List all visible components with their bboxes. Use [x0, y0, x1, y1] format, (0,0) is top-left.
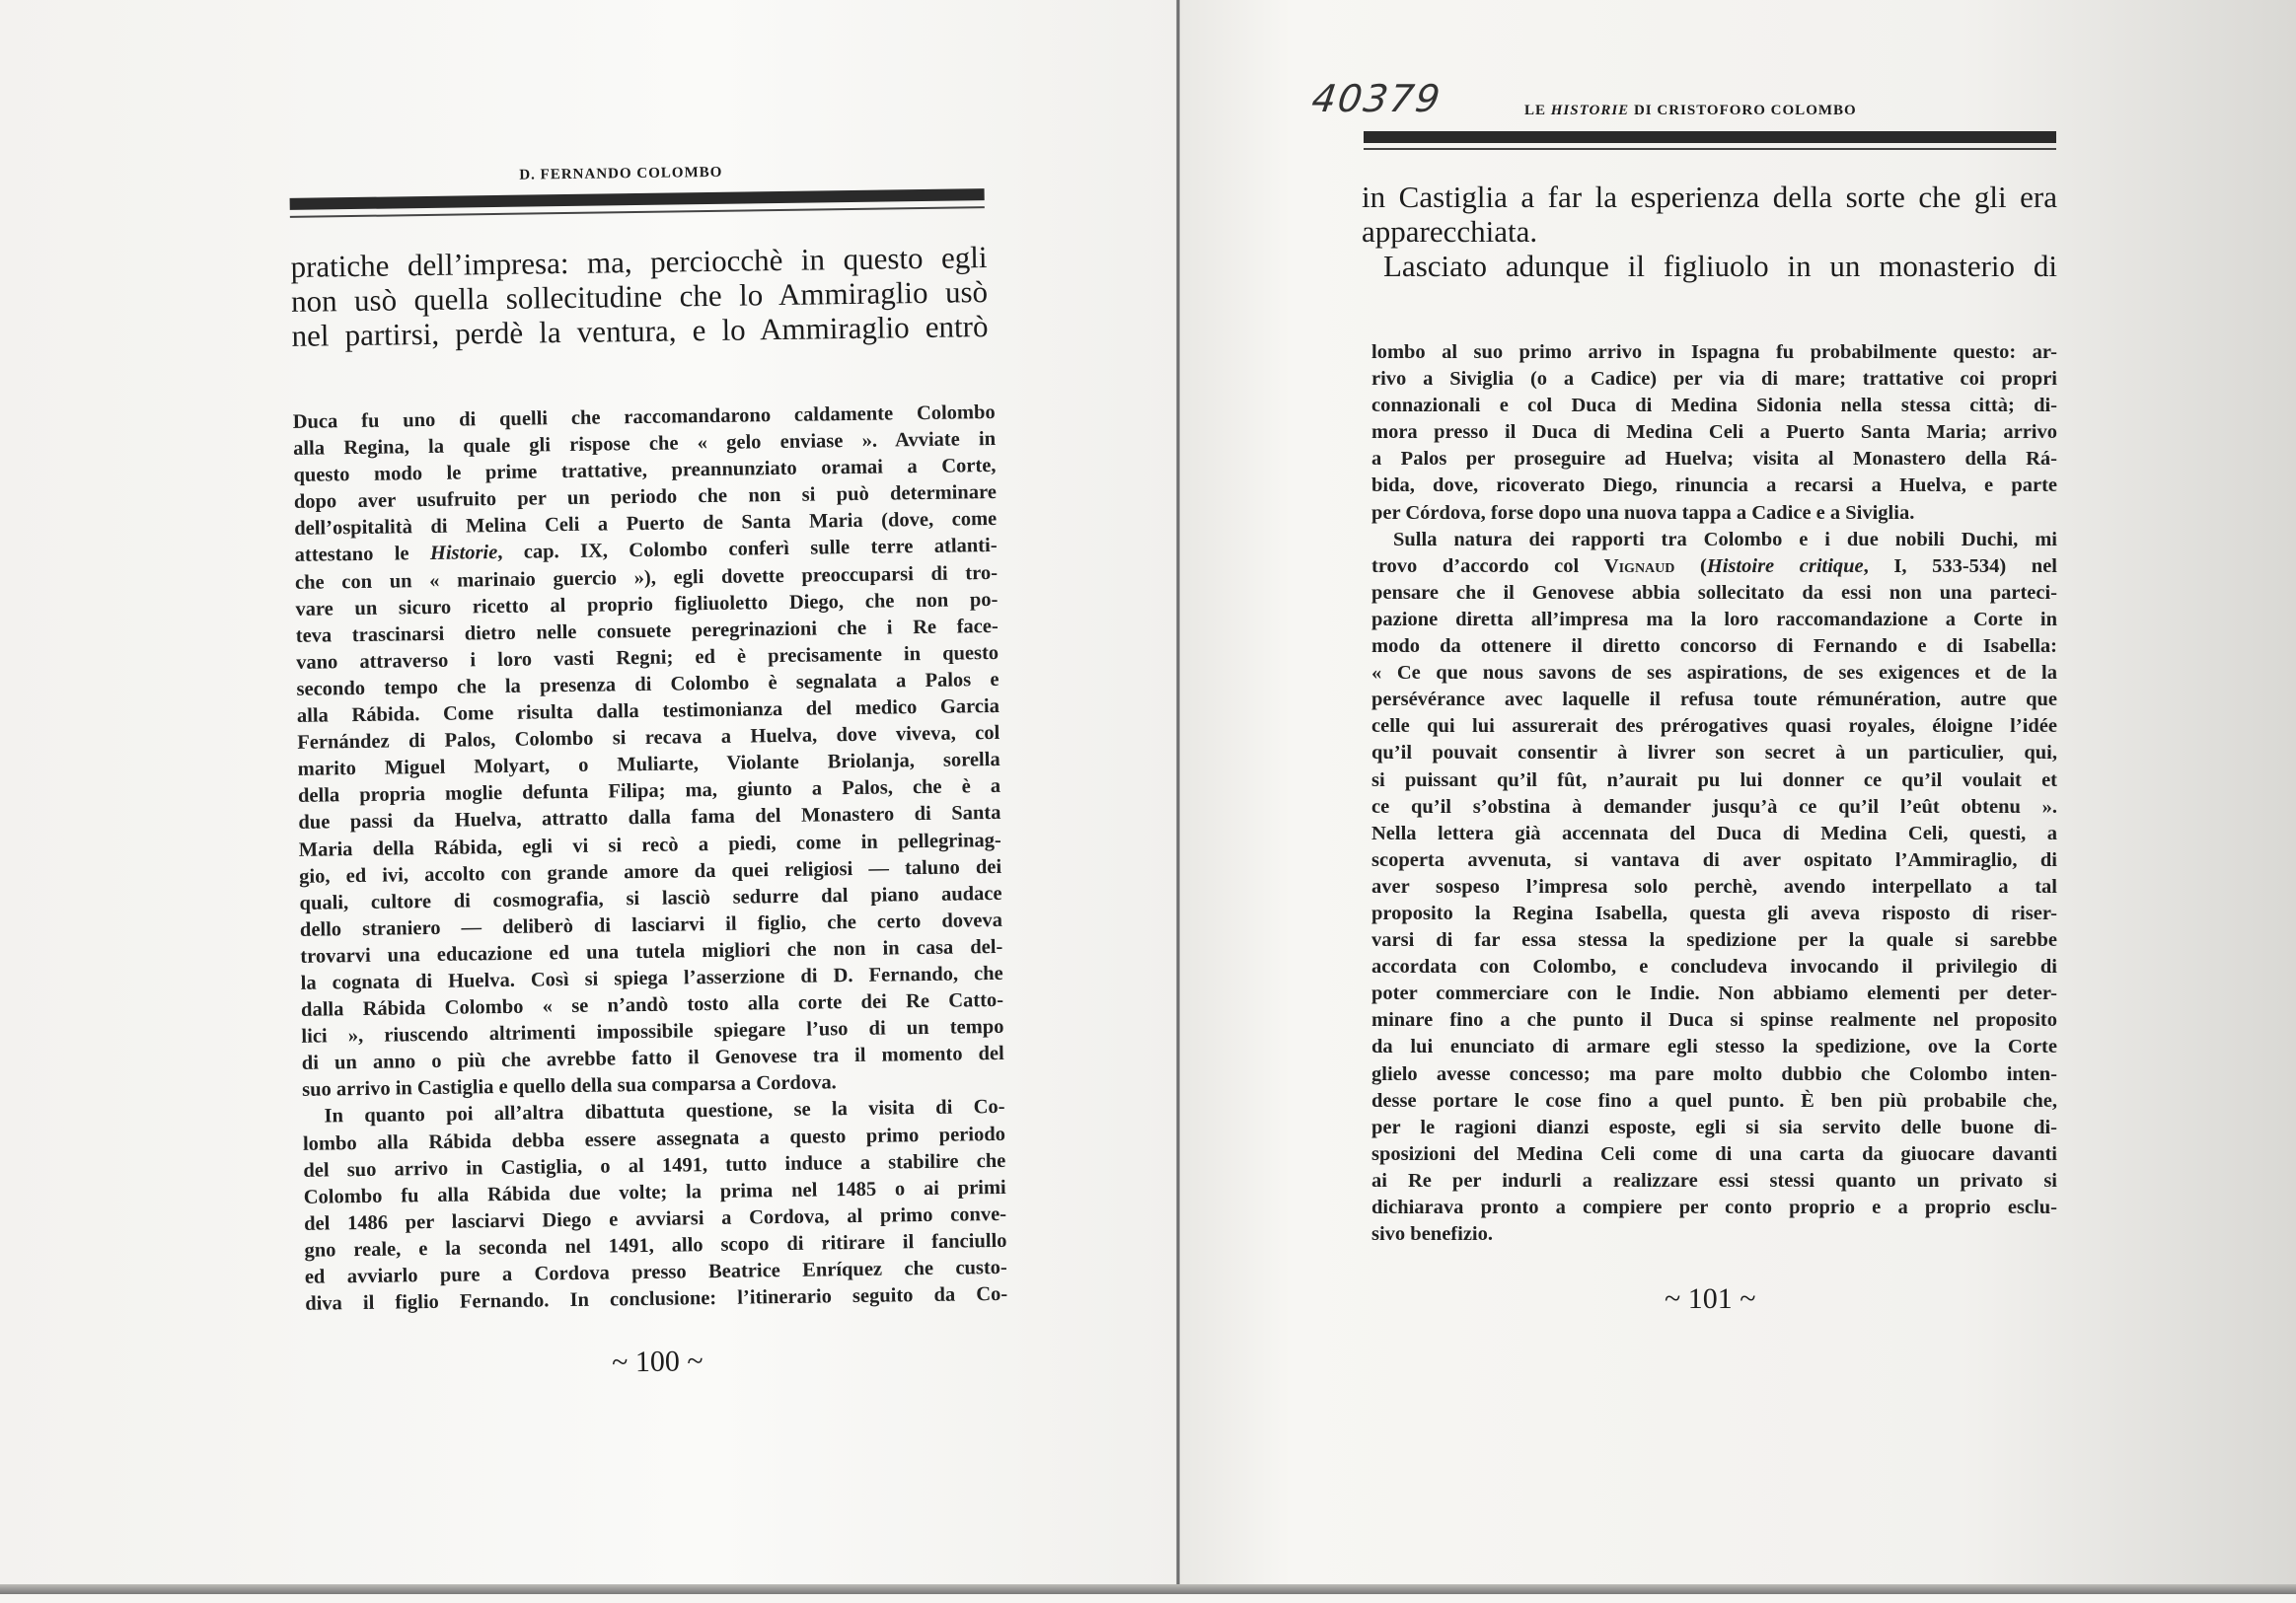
- text-segment: trovo d’accordo col: [1371, 554, 1604, 577]
- text-line: che con un « marinaio guercio »), egli dovette preoccuparsi di tro-: [294, 561, 999, 594]
- text-line: bida, dove, ricoverato Diego, rinuncia a recarsi a Huelva, e parte: [1371, 474, 2057, 497]
- running-head: D. FERNANDO COLOMBO: [519, 164, 723, 183]
- text-line: dichiarava pronto a compiere per conto proprio e a proprio esclu-: [1371, 1197, 2057, 1218]
- text-line: glielo avesse concesso; ma pare molto dubbio che Colombo inten-: [1371, 1062, 2057, 1085]
- text-line: Duca fu uno di quelli che raccomandarono caldamente Colombo: [292, 401, 996, 433]
- scan-edge: [0, 1584, 2296, 1594]
- text-line: per le ragioni dianzi esposte, egli si sia servito delle buone di-: [1371, 1116, 2057, 1138]
- text-line: qu’il pouvait consentir à livrer son secret à un particulier, qui,: [1371, 742, 2057, 765]
- text-line: da lui enunciato di armare egli stesso la spedizione, ove la Corte: [1371, 1036, 2057, 1058]
- text-line: lombo alla Rábida debba essere assegnata a questo primo periodo: [302, 1123, 1006, 1155]
- italic-text: Histoire critique: [1706, 554, 1864, 577]
- text-segment: Vignaud: [1603, 554, 1675, 577]
- text-line: vano attraverso i loro vasti Regni; ed è precisamente in questo: [296, 641, 1000, 674]
- text-line: dell’ospitalità di Melina Celi a Puerto de Santa Maria (dove, come: [294, 508, 998, 541]
- text-line: Maria della Rábida, egli vi si recò a piedi, come in pellegrinag-: [298, 829, 1001, 861]
- text-segment: , cap. IX, Colombo conferì sulle terre atlanti-: [497, 535, 998, 564]
- text-line: modo da ottenere il diretto concorso di Fernando e di Isabella:: [1371, 635, 2057, 658]
- text-line: lombo al suo primo arrivo in Ispagna fu probabilmente questo: ar-: [1371, 341, 2057, 363]
- text-line: Fernández di Palos, Colombo si recava a Huelva, dove viveva, col: [297, 722, 1000, 754]
- text-line: varsi di far essa stessa la spedizione per la quale si sarebbe: [1371, 929, 2057, 952]
- text-line: a Palos per proseguire ad Huelva; visita al Monastero della Rá-: [1371, 448, 2057, 471]
- text-line: ed avviarlo pure a Cordova presso Beatrice Enríquez che custo-: [304, 1256, 1007, 1288]
- main-text: [1362, 180, 2057, 283]
- book-spine: [1176, 0, 1180, 1594]
- text-line: non usò quella sollecitudine che lo Ammiraglio usò: [290, 274, 989, 319]
- text-line: gno reale, e la seconda nel 1491, allo scopo di ritirare il fanciullo: [304, 1229, 1007, 1262]
- text-line: di un anno o più che avrebbe fatto il Genovese tra il momento del: [301, 1043, 1004, 1075]
- text-line: gio, ed ivi, accolto con grande amore da quei religiosi — taluno dei: [299, 855, 1002, 888]
- text-line: dalla Rábida Colombo « se n’andò tosto alla corte dei Re Catto-: [300, 988, 1004, 1021]
- text-line: mora presso il Duca di Medina Celi a Puerto Santa Maria; arrivo: [1371, 421, 2057, 444]
- main-text: [290, 240, 988, 353]
- text-line: scoperta avvenuta, si vantava di aver ospitato l’Ammiraglio, di: [1371, 848, 2057, 871]
- text-line: pazione diretta all’impresa ma la loro raccomandazione a Corte in: [1371, 608, 2057, 630]
- text-line: Nella lettera già accennata del Duca di Medina Celi, questi, a: [1371, 822, 2057, 844]
- text-line: teva trascinarsi dietro nelle consuete peregrinazioni che i Re face-: [295, 615, 999, 647]
- text-line: questo modo le prime trattative, preannunziato oramai a Corte,: [293, 455, 997, 487]
- text-line: ai Re per indurli a realizzare essi stessi quanto un privato si: [1371, 1169, 2057, 1192]
- footnote-text: [293, 400, 1008, 1318]
- text-line: suo arrivo in Castiglia e quello della sua comparsa a Cordova.: [302, 1071, 837, 1102]
- text-line: sivo benefizio.: [1371, 1223, 1493, 1246]
- text-line: della propria moglie defunta Filipa; ma, giunto a Palos, che è a: [297, 775, 1001, 808]
- inventory-number-handwritten: 40379: [1308, 77, 1444, 120]
- text-line: poter commerciare con le Indie. Non abbiamo elementi per deter-: [1371, 983, 2057, 1005]
- text-line: aver sospeso l’impresa solo perchè, avendo interpellato a tal: [1371, 875, 2057, 898]
- text-line: celle qui lui assurerait des prérogatives quasi royales, éloigne l’idée: [1371, 715, 2057, 738]
- text-line: trovarvi una educazione ed una tutela migliori che non in casa del-: [300, 935, 1003, 968]
- header-rule: [1364, 131, 2056, 143]
- text-line: dello straniero — deliberò di lasciarvi il figlio, che certo doveva: [299, 909, 1003, 941]
- running-head-suffix: DI CRISTOFORO COLOMBO: [1629, 103, 1857, 118]
- running-head-italic: HISTORIE: [1550, 103, 1630, 118]
- text-line: proposito la Regina Isabella, questa gli aveva risposto di riser-: [1371, 902, 2057, 924]
- text-line: pratiche dell’impresa: ma, perciocchè in questo egli: [290, 240, 988, 284]
- text-line: secondo tempo che la presenza di Colombo è segnalata a Palos e: [296, 668, 1000, 700]
- header-rule-thin: [1364, 148, 2056, 150]
- text-line: del 1486 per lasciarvi Diego e avviarsi a Cordova, al primo conve-: [303, 1202, 1007, 1235]
- text-line: vare un sicuro ricetto al proprio figliuoletto Diego, che non po-: [295, 588, 999, 620]
- text-line: in Castiglia a far la esperienza della sorte che gli era: [1362, 180, 2057, 214]
- text-line: desse portare le cose fino a quel punto. È ben più probabile che,: [1371, 1089, 2057, 1112]
- text-line: sposizioni del Medina Celi come di una carta da giuocare davanti: [1371, 1142, 2057, 1165]
- footnote-text: [1371, 339, 2057, 1248]
- text-segment: attestano le: [294, 543, 431, 567]
- text-line: quali, cultore di cosmografia, si lasciò sedurre dal piano audace: [299, 882, 1002, 914]
- text-line: ce qu’il s’obstina à demander jusqu’à ce qu’il l’eût obtenu ».: [1371, 795, 2057, 818]
- text-line: per Córdova, forse dopo una nuova tappa a Cadice e a Siviglia.: [1371, 501, 1915, 524]
- page-number: ~ 100 ~: [611, 1345, 704, 1379]
- text-line: apparecchiata.: [1362, 214, 1538, 249]
- text-line: due passi da Huelva, attratto dalla fama del Monastero di Santa: [298, 802, 1001, 835]
- text-line: [1371, 553, 2057, 580]
- text-line: accordata con Colombo, e concludeva invocando il privilegio di: [1371, 956, 2057, 979]
- text-line: « Ce que nous savons de ses aspirations, de ses exigences et de la: [1371, 662, 2057, 685]
- text-line: pensare che il Genovese abbia sollecitato da essi non una parteci-: [1371, 581, 2057, 604]
- text-line: marito Miguel Molyart, o Muliarte, Violante Briolanja, sorella: [297, 749, 1000, 781]
- text-line: diva il figlio Fernando. In conclusione: l’itinerario seguito da Co-: [305, 1282, 1008, 1315]
- running-head-prefix: LE: [1524, 103, 1551, 118]
- text-line: lici », riuscendo altrimenti impossibile spiegare l’uso di un tempo: [301, 1016, 1004, 1048]
- text-segment: (: [1674, 554, 1707, 577]
- running-head: [1524, 103, 1857, 119]
- right-page: [1179, 0, 2296, 1594]
- text-line: minare fino a che punto il Duca si spinse realmente nel proposito: [1371, 1009, 2057, 1032]
- italic-text: Historie: [429, 542, 498, 565]
- text-line: persévérance avec laquelle il refusa toute rémunération, autre que: [1371, 689, 2057, 711]
- text-segment: , I, 533-534) nel: [1863, 554, 2057, 577]
- text-line: rivo a Siviglia (o a Cadice) per via di mare; trattative coi propri: [1371, 368, 2057, 391]
- text-line: alla Regina, la quale gli rispose che « gelo enviase ». Avviate in: [292, 428, 997, 460]
- text-line: la cognata di Huelva. Così si spiega l’asserzione di D. Fernando, che: [300, 962, 1003, 994]
- text-line: In quanto poi all’altra dibattuta questione, se la visita di Co-: [324, 1096, 1005, 1128]
- text-line: Colombo fu alla Rábida due volte; la prima nel 1485 o ai primi: [303, 1176, 1006, 1208]
- text-line: Sulla natura dei rapporti tra Colombo e i due nobili Duchi, mi: [1393, 528, 2057, 550]
- text-line: Lasciato adunque il figliuolo in un monasterio di: [1383, 249, 2057, 283]
- text-line: nel partirsi, perdè la ventura, e lo Ammiraglio entrò: [291, 309, 989, 353]
- text-line: connazionali e col Duca di Medina Sidonia nella stessa città; di-: [1371, 395, 2057, 417]
- text-line: del suo arrivo in Castiglia, o al 1491, tutto induce a stabilire che: [303, 1149, 1006, 1182]
- text-line: dopo aver usufruito per un periodo che non si può determinare: [293, 481, 997, 514]
- page-number: ~ 101 ~: [1665, 1282, 1756, 1315]
- text-line: alla Rábida. Come risulta dalla testimonianza del medico Garcia: [296, 694, 1000, 727]
- text-line: si puissant qu’il fût, n’aurait pu lui donner ce qu’il voulait et: [1371, 768, 2057, 791]
